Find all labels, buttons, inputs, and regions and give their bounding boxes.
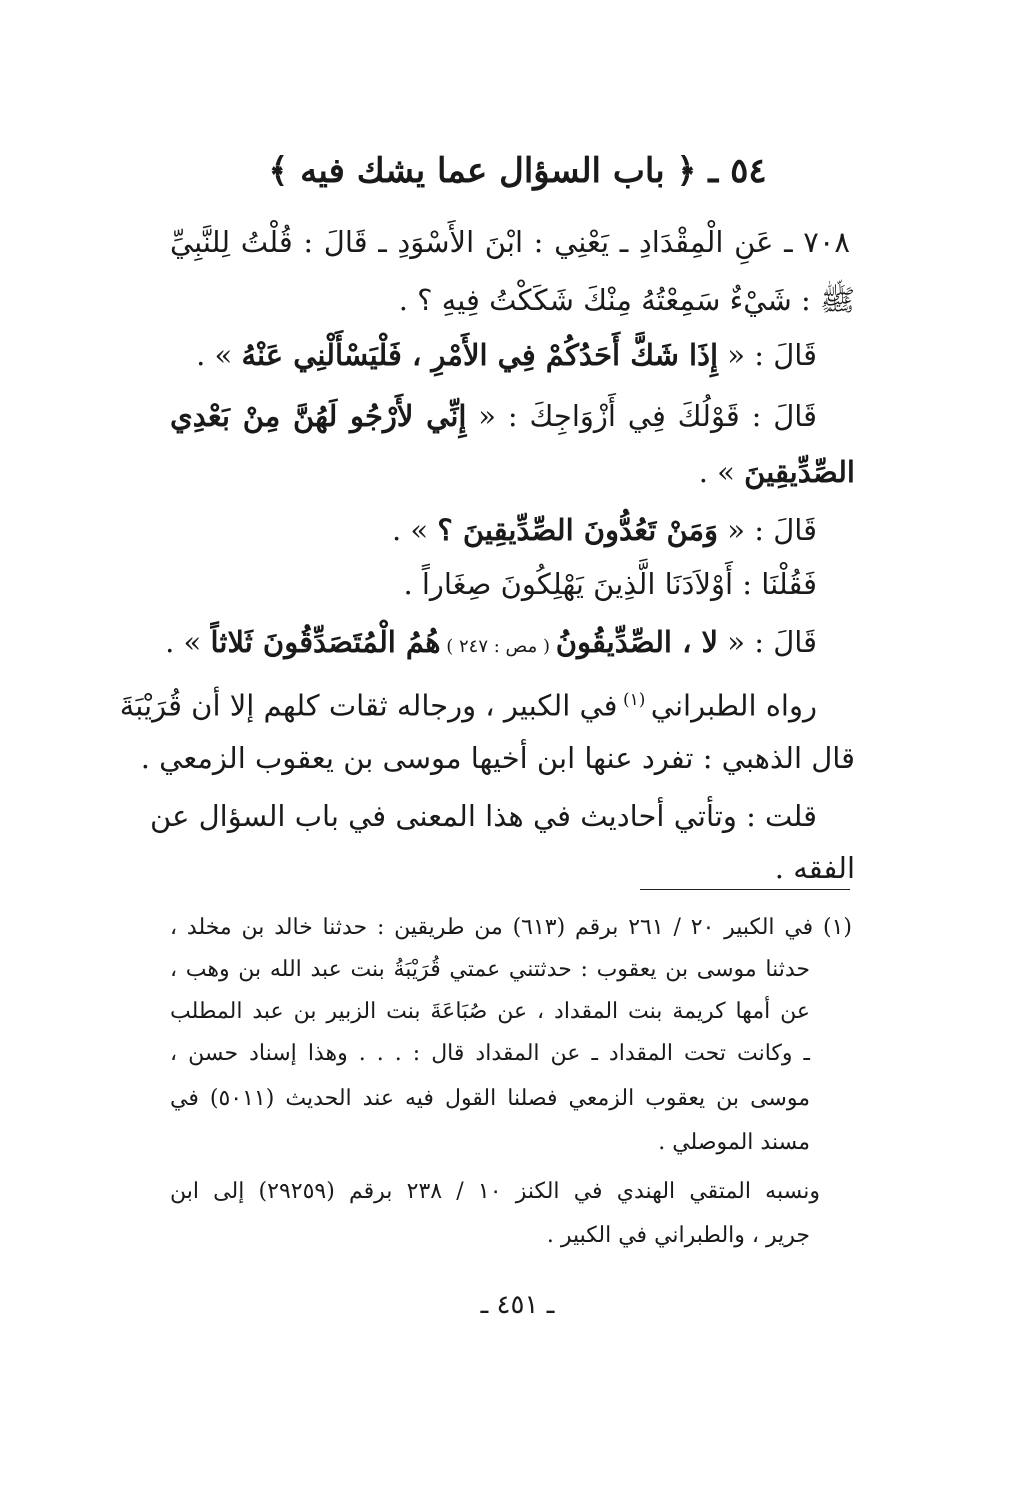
text-segment: قَالَ : قَوْلُكَ فِي أَزْوَاجِكَ : «	[466, 399, 817, 433]
prophet-saying: وَمَنْ تَعُدُّونَ الصِّدِّيقِينَ ؟	[437, 513, 719, 547]
takhrij-line-2: قال الذهبي : تفرد عنها ابن أخيها موسى بن يعقوب الزمعي .	[140, 741, 855, 775]
manuscript-ref: ( مص : ٢٤٧ )	[440, 636, 556, 657]
comment-line-1: قلت : وتأتي أحاديث في هذا المعنى في باب السؤال عن	[150, 799, 817, 833]
hadith-line-8	[165, 622, 817, 667]
hadith-line-7: فَقُلْنَا : أَوْلاَدَنَا الَّذِينَ يَهْلِكُونَ صِغَاراً .	[403, 567, 817, 601]
hadith-line-4	[170, 396, 817, 436]
text-segment: » .	[196, 338, 242, 372]
footnote-line-5: موسى بن يعقوب الزمعي فصلنا القول فيه عند الحديث (٥٠١١) في	[170, 1086, 810, 1111]
footnote-line-4: ـ وكانت تحت المقداد ـ عن المقداد قال : . . . وهذا إسناد حسن ،	[170, 1041, 810, 1066]
prophet-saying: لا ، الصِّدِّيقُونُ	[555, 625, 719, 659]
hadith-line-5	[170, 452, 855, 492]
footnote-line-8: جرير ، والطبراني في الكبير .	[546, 1223, 810, 1248]
prophet-saying: إِذَا شَكَّ أَحَدُكُمْ فِي الأَمْرِ ، فَلْيَسْأَلْنِي عَنْهُ	[241, 338, 719, 372]
text-segment: » .	[698, 455, 745, 489]
hadith-line-6	[170, 510, 817, 550]
footnote-line-3: عن أمها كريمة بنت المقداد ، عن صُبَاعَةَ بنت الزبير بن عبد المطلب	[170, 999, 810, 1024]
chapter-title: ٥٤ ـ ﴿ باب السؤال عما يشك فيه ﴾	[268, 151, 767, 191]
footnote-line-1: (١) في الكبير ٢٠ / ٢٦١ برقم (٦١٣) من طريقين : حدثنا خالد بن مخلد ،	[170, 915, 852, 940]
comment-line-2: الفقه .	[774, 851, 855, 885]
footnote-line-6: مسند الموصلي .	[658, 1130, 810, 1155]
footnote-ref: (١)	[617, 690, 651, 710]
text-segment: » .	[165, 625, 211, 659]
takhrij-line-1	[119, 680, 817, 726]
footnote-line-2: حدثنا موسى بن يعقوب : حدثتني عمتي قُرَيْبَةُ بنت عبد الله بن وهب ،	[170, 957, 810, 982]
text-segment: قَالَ : «	[718, 625, 817, 659]
prophet-saying: إِنِّي لأَرْجُو لَهُنَّ مِنْ بَعْدِي	[170, 399, 467, 433]
hadith-line-2: ﷺ : شَيْءٌ سَمِعْتُهُ مِنْكَ شَكَكْتُ فِيهِ ؟ .	[398, 283, 855, 317]
text-segment: قَالَ : «	[718, 513, 817, 547]
footnote-line-7: ونسبه المتقي الهندي في الكنز ١٠ / ٢٣٨ برقم (٢٩٢٥٩) إلى ابن	[170, 1179, 820, 1204]
hadith-line-1: ٧٠٨ ـ عَنِ الْمِقْدَادِ ـ يَعْنِي : ابْنَ الأَسْوَدِ ـ قَالَ : قُلْتُ لِلنَّبِيِّ	[170, 225, 850, 259]
prophet-saying: هُمُ الْمُتَصَدِّقُونَ ثَلاثاً	[210, 625, 441, 659]
text-segment: » .	[391, 513, 438, 547]
prophet-saying: الصِّدِّيقِينَ	[744, 455, 855, 489]
footnote-separator	[640, 889, 850, 890]
page-number: ـ ٤٥١ ـ	[480, 1290, 555, 1320]
text-segment: قَالَ : «	[718, 338, 817, 372]
text-segment: في الكبير ، ورجاله ثقات كلهم إلا أن قُرَيْبَةَ	[119, 688, 618, 723]
hadith-line-3	[170, 335, 817, 375]
text-segment: رواه الطبراني	[650, 688, 817, 723]
